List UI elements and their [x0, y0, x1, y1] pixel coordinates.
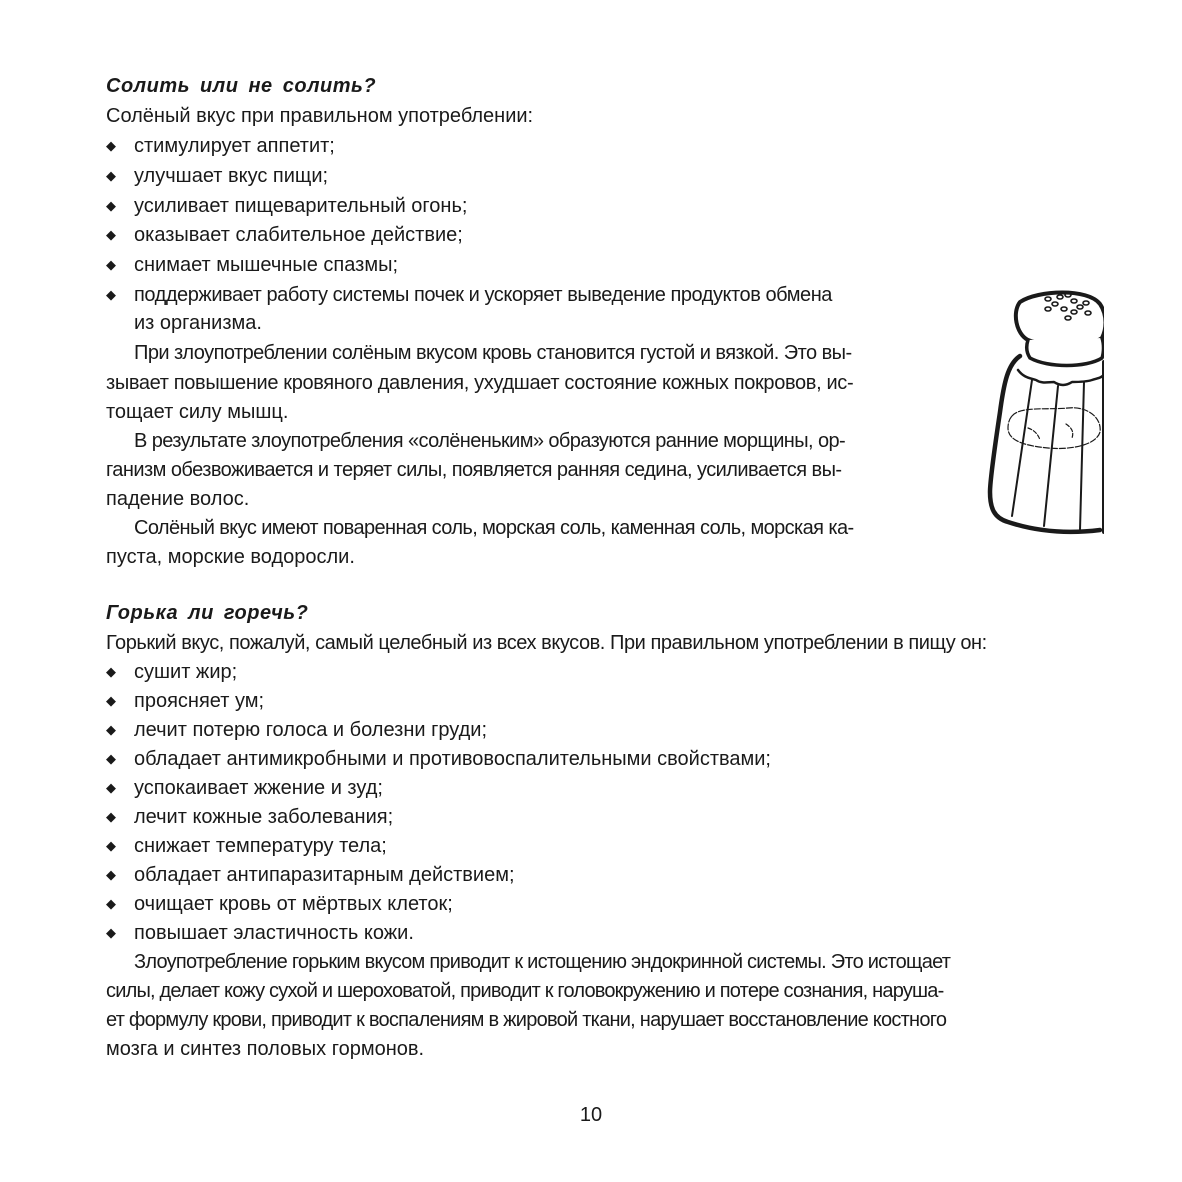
bullet-diamond-icon: ◆ [106, 751, 116, 766]
section-intro-bitter: Горький вкус, пожалуй, самый целебный из всех вкусов. При правильном употреблении в пищу он: [106, 632, 987, 654]
bullet-diamond-icon: ◆ [106, 867, 116, 882]
bullet-diamond-icon: ◆ [106, 896, 116, 911]
bullet-diamond-icon: ◆ [106, 925, 116, 940]
bullet-diamond-icon: ◆ [106, 664, 116, 679]
bullet-diamond-icon: ◆ [106, 257, 116, 272]
bullet-diamond-icon: ◆ [106, 138, 116, 153]
bullet-diamond-icon: ◆ [106, 198, 116, 213]
section-intro-salt: Солёный вкус при правильном употреблении: [106, 105, 534, 127]
section-heading-bitter: Горька ли горечь? [106, 602, 309, 624]
bullet-diamond-icon: ◆ [106, 287, 116, 302]
bullet-diamond-icon: ◆ [106, 809, 116, 824]
bullet-diamond-icon: ◆ [106, 722, 116, 737]
section-heading-salt: Солить или не солить? [106, 75, 377, 97]
page-number: 10 [579, 1104, 603, 1126]
bullet-diamond-icon: ◆ [106, 693, 116, 708]
bullet-diamond-icon: ◆ [106, 838, 116, 853]
salt-shaker-illustration [968, 282, 1104, 538]
bullet-diamond-icon: ◆ [106, 168, 116, 183]
bullet-diamond-icon: ◆ [106, 227, 116, 242]
book-page: Солить или не солить? Солёный вкус при правильном употреблении: ◆ стимулирует аппетит; ◆ улучшает вкус пищи; ◆ усиливает пищеварительный огонь; ◆ оказывает слабительное действие; ◆ снимает мышечные спазмы; ◆ поддерживает работу системы почек и ускоряет выведение продуктов обмена из организма. При злоупотреблении солёным вкусом кровь становится густой и вязкой. Это вы- зывает повышение кровяного давления, ухудшает состояние кожных покровов, ис- тощает силу мышц. В результате злоупотребления «солёненьким» образуются ранние морщины, ор- ганизм обезвоживается и теряет силы, появляется ранняя седина, усиливается вы- падение волос. Солёный вкус имеют поваренная соль, морская соль, каменная соль, морская ка- пуста, морские водоросли. Горька ли горечь? Горький вкус, пожалуй, самый целебный из всех вкусов. При правильном употреблении в пищу он: ◆ сушит жир; ◆ проясняет ум; ◆ лечит потерю голоса и болезни груди; ◆ обладает антимикробными и противовоспалительными свойствами; ◆ успокаивает жжение и зуд; ◆ лечит кожные заболевания; ◆ снижает температуру тела; ◆ обладает антипаразитарным действием; ◆ очищает кровь от мёртвых клеток; ◆ повышает эластичность кожи. Злоупотребление горьким вкусом приводит к истощению эндокринной системы. Это истощает силы, делает кожу сухой и шероховатой, приводит к головокружению и потере сознания, наруша- ет формулу крови, приводит к воспалениям в жировой ткани, нарушает восстановление костного мозга и синтез половых гормонов. 10 [0, 0, 1182, 1182]
bullet-diamond-icon: ◆ [106, 780, 116, 795]
